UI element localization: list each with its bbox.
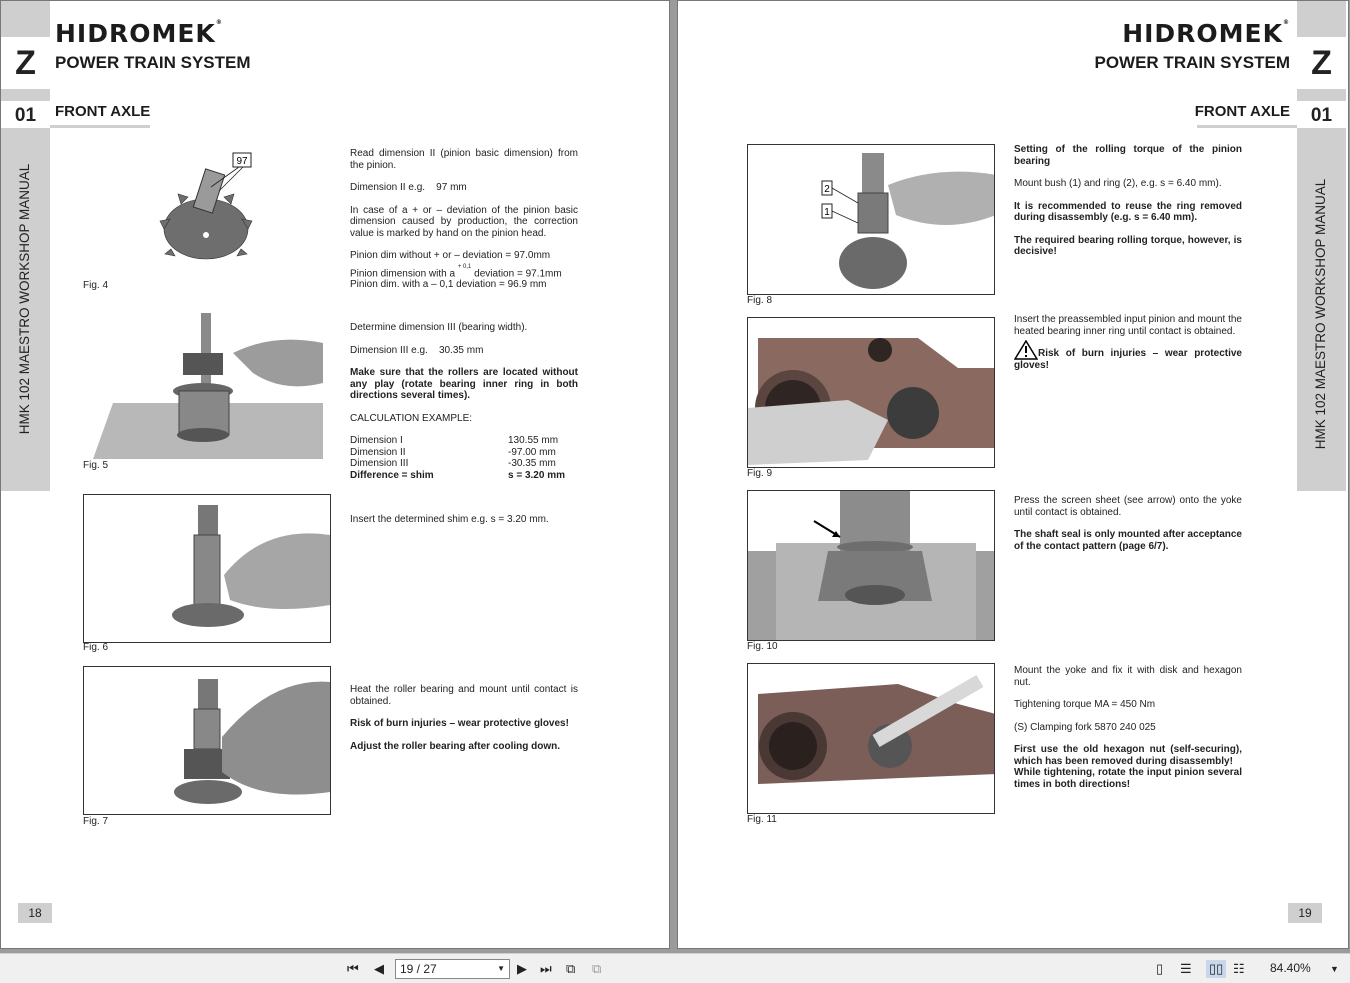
system-title-right: POWER TRAIN SYSTEM bbox=[1094, 53, 1290, 72]
page-number-left: 18 bbox=[18, 903, 52, 923]
section-side-tab bbox=[1, 1, 50, 491]
section-number: 01 bbox=[1, 98, 50, 128]
section-number-right: 01 bbox=[1297, 98, 1346, 128]
fig-5-label: Fig. 5 bbox=[83, 460, 109, 471]
header-divider bbox=[50, 125, 150, 128]
fig-10-image bbox=[747, 490, 995, 641]
text-block-r1: Setting of the rolling torque of the pinion bearing Mount bush (1) and ring (2), e.g. s = 6.40 mm). It is recommended to reuse the ring removed during disassembly (e.g. s = 6.40 mm). The required bearing rolling torque, however, is decisive! bbox=[1014, 144, 1242, 257]
viewer-toolbar bbox=[0, 953, 1350, 983]
brand-logo: HIDROMEK® bbox=[55, 19, 223, 48]
fig-11-image bbox=[747, 663, 995, 814]
fig-11-label: Fig. 11 bbox=[747, 814, 777, 825]
section-title: FRONT AXLE bbox=[55, 103, 151, 120]
fig-7-image bbox=[83, 666, 331, 815]
section-side-tab-right bbox=[1297, 1, 1346, 491]
fig-8-label: Fig. 8 bbox=[747, 295, 773, 306]
zoom-level[interactable]: 84.40% bbox=[1270, 961, 1311, 975]
text-block-r2: Insert the preassembled input pinion and mount the heated bearing inner ring until contact is obtained. Risk of burn injuries – wear protective gloves! bbox=[1014, 314, 1242, 371]
page-dropdown-icon[interactable]: ▼ bbox=[497, 964, 505, 973]
continuous-view-icon[interactable]: ☰ bbox=[1180, 961, 1192, 976]
text-block-r3: Press the screen sheet (see arrow) onto the yoke until contact is obtained. The shaft seal is only mounted after acceptance of the contact pattern (page 6/7). bbox=[1014, 495, 1242, 552]
calculation-table: Dimension I 130.55 mm Dimension II -97.00 mm Dimension III -30.35 mm Difference = shim s = 3.20 mm bbox=[350, 435, 565, 481]
text-block-2: Determine dimension III (bearing width). Dimension III e.g. 30.35 mm Make sure that the rollers are located without any play (rotate bearing inner ring in both directions several times). CALCULATION EXAMPLE: Dimension I 130.55 mm Dimension II -97.00 mm Dimension III -30.35 mm Difference = shim s = 3.20 mm bbox=[350, 322, 578, 481]
rotate-icon[interactable]: ⧉ bbox=[566, 961, 576, 976]
section-letter-right: Z bbox=[1297, 37, 1346, 89]
header-divider-right bbox=[1197, 125, 1297, 128]
left-page bbox=[0, 0, 670, 949]
last-page-icon[interactable]: ⏭ bbox=[540, 961, 552, 976]
fig-10-label: Fig. 10 bbox=[747, 641, 778, 652]
first-page-icon[interactable]: ⏮ bbox=[347, 961, 359, 976]
warning-icon bbox=[1014, 340, 1038, 360]
page-indicator-input[interactable]: 19 / 27 ▼ bbox=[395, 959, 510, 979]
page-number-right: 19 bbox=[1288, 903, 1322, 923]
fig-9-image bbox=[747, 317, 995, 468]
fig-6-image bbox=[83, 494, 331, 643]
text-block-r4: Mount the yoke and fix it with disk and hexagon nut. Tightening torque MA = 450 Nm (S) Clamping fork 5870 240 025 First use the old hexagon nut (self-securing), which has been removed during disassembly! While tightening, rotate the input pinion several times in both directions! bbox=[1014, 665, 1242, 790]
right-page bbox=[677, 0, 1349, 949]
callout-1: 1 bbox=[824, 207, 830, 218]
system-title: POWER TRAIN SYSTEM bbox=[55, 53, 251, 72]
text-block-4: Heat the roller bearing and mount until contact is obtained. Risk of burn injuries – wear protective gloves! Adjust the roller bearing after cooling down. bbox=[350, 684, 578, 752]
callout-2: 2 bbox=[824, 184, 830, 195]
copy-icon[interactable]: ⧉ bbox=[592, 961, 602, 976]
section-letter: Z bbox=[1, 37, 50, 89]
zoom-dropdown-icon[interactable]: ▼ bbox=[1330, 964, 1339, 974]
text-block-3: Insert the determined shim e.g. s = 3.20 mm. bbox=[350, 514, 549, 525]
prev-page-icon[interactable]: ◀ bbox=[374, 961, 384, 976]
fig-6-label: Fig. 6 bbox=[83, 642, 109, 653]
fig-9-label: Fig. 9 bbox=[747, 468, 773, 479]
single-page-view-icon[interactable]: ▯ bbox=[1156, 961, 1164, 976]
fig-5-image bbox=[83, 313, 331, 461]
callout-97: 97 bbox=[236, 156, 248, 167]
fig-4-label: Fig. 4 bbox=[83, 280, 109, 291]
brand-logo-right: HIDROMEK® bbox=[1122, 19, 1290, 48]
two-page-view-icon[interactable]: ▯▯ bbox=[1206, 960, 1226, 978]
two-page-continuous-icon[interactable]: ☷ bbox=[1233, 961, 1245, 976]
fig-8-image bbox=[747, 144, 995, 295]
fig-7-label: Fig. 7 bbox=[83, 816, 109, 827]
manual-title-vertical-right: HMK 102 MAESTRO WORKSHOP MANUAL bbox=[1313, 178, 1328, 450]
manual-title-vertical: HMK 102 MAESTRO WORKSHOP MANUAL bbox=[17, 163, 32, 435]
text-block-1: Read dimension II (pinion basic dimension) from the pinion. Dimension II e.g. 97 mm In case of a + or – deviation of the pinion basic dimension caused by production, the correction value is marked by hand on the pinion head. Pinion dim without + or – deviation = 97.0mm Pinion dimension with a $^{+ 0,1}$ deviation = 97.1mm Pinion dim. with a – 0,1 deviation = 96.9 mm bbox=[350, 148, 578, 291]
fig-4-image bbox=[151, 149, 261, 267]
next-page-icon[interactable]: ▶ bbox=[517, 961, 527, 976]
section-title-right: FRONT AXLE bbox=[1194, 103, 1290, 120]
